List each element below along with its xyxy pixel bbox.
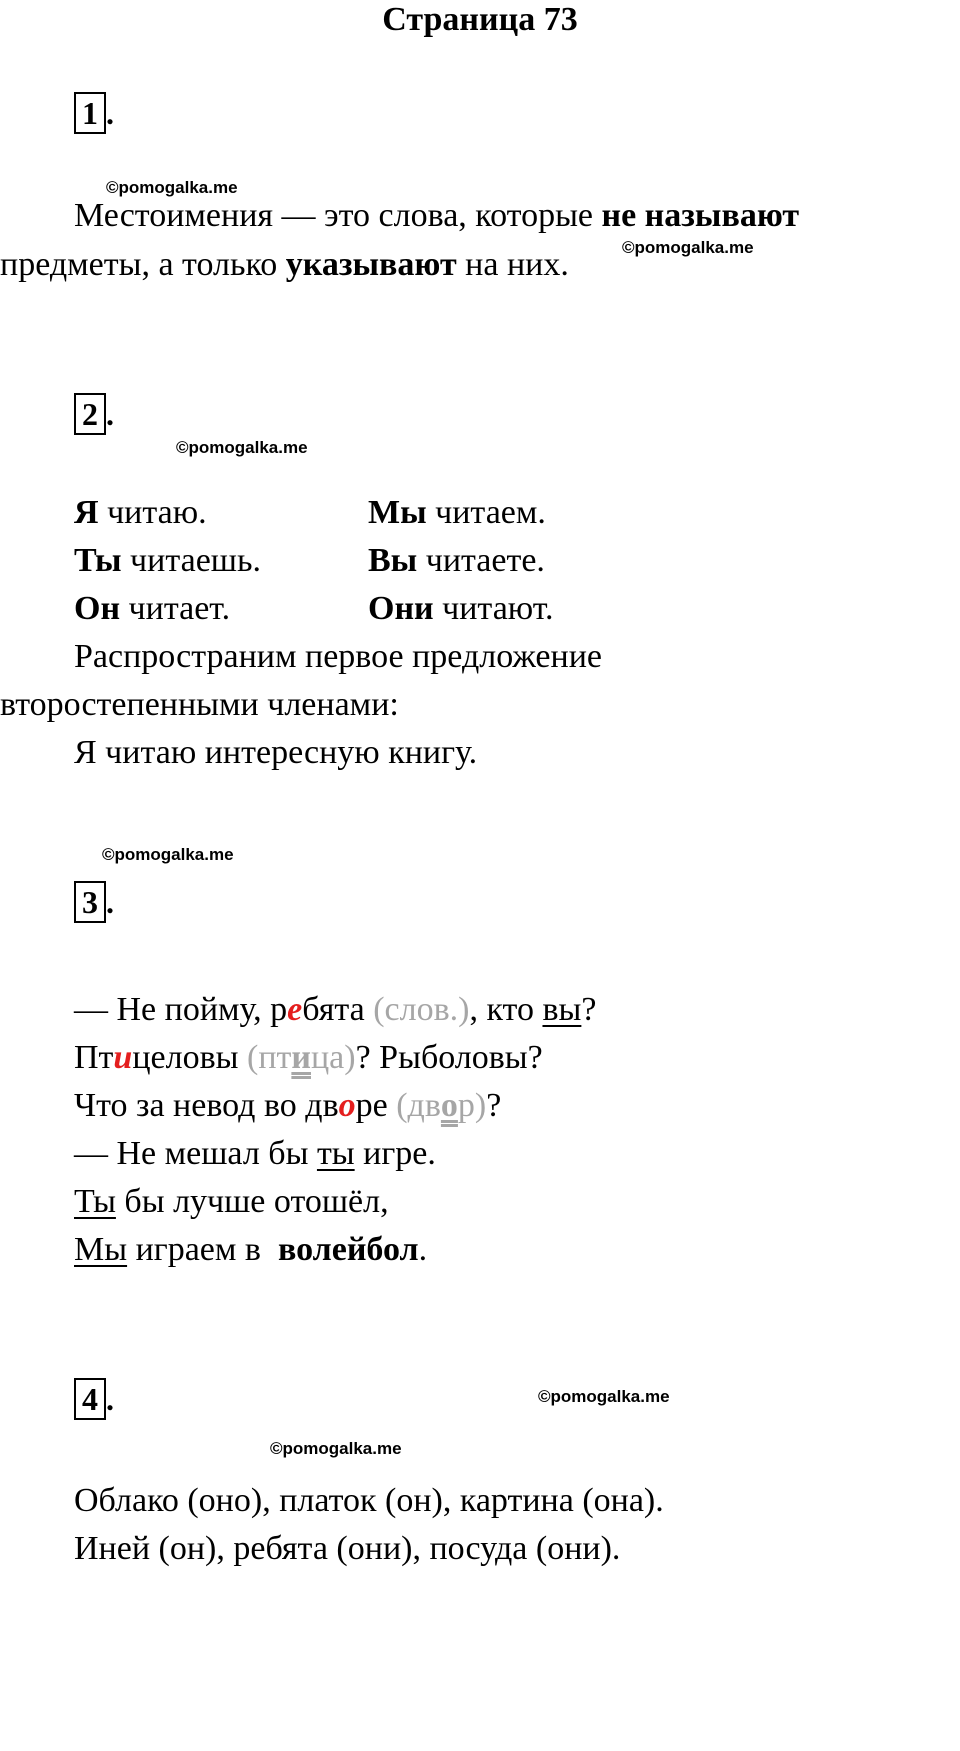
task-number-box: 4 <box>74 1378 106 1420</box>
poem-line-2: Птицеловы (птица)? Рыболовы? <box>74 1039 543 1076</box>
pronoun-line: Я читаю. <box>74 494 207 531</box>
pronoun-line: Они читают. <box>368 590 554 627</box>
watermark: ©pomogalka.me <box>270 1439 402 1458</box>
watermark: ©pomogalka.me <box>538 1387 670 1406</box>
task-3-number: 3 . <box>74 881 114 923</box>
poem-line-1: — Не пойму, ребята (слов.), кто вы? <box>74 991 597 1028</box>
task-1-number: 1 . <box>74 92 114 134</box>
watermark: ©pomogalka.me <box>106 178 238 197</box>
task-4-number: 4 . <box>74 1378 114 1420</box>
watermark: ©pomogalka.me <box>102 845 234 864</box>
poem-line-5: Ты бы лучше отошёл, <box>74 1183 389 1220</box>
pronoun-line: Мы читаем. <box>368 494 546 531</box>
task-2-number: 2 . <box>74 393 114 435</box>
watermark: ©pomogalka.me <box>622 238 754 257</box>
task-2-para-3: Я читаю интересную книгу. <box>74 734 478 771</box>
task-1-line-2: предметы, а только указывают на них. <box>0 246 569 283</box>
task-number-box: 2 <box>74 393 106 435</box>
poem-line-4: — Не мешал бы ты игре. <box>74 1135 436 1172</box>
task-1-line-1: Местоимения — это слова, которые не называют <box>74 197 800 234</box>
pronoun-line: Вы читаете. <box>368 542 545 579</box>
task-2-para-2: второстепенными членами: <box>0 686 399 723</box>
task-2-para-1: Распространим первое предложение <box>74 638 602 675</box>
task-number-box: 3 <box>74 881 106 923</box>
task-number-box: 1 <box>74 92 106 134</box>
task-4-line-2: Иней (он), ребята (они), посуда (они). <box>74 1530 621 1567</box>
watermark: ©pomogalka.me <box>176 438 308 457</box>
page-title: Страница 73 <box>382 1 578 38</box>
pronoun-line: Ты читаешь. <box>74 542 261 579</box>
pronoun-line: Он читает. <box>74 590 231 627</box>
poem-line-3: Что за невод во дворе (двор)? <box>74 1087 502 1124</box>
task-4-line-1: Облако (оно), платок (он), картина (она). <box>74 1482 664 1519</box>
poem-line-6: Мы играем в волейбол. <box>74 1231 428 1268</box>
